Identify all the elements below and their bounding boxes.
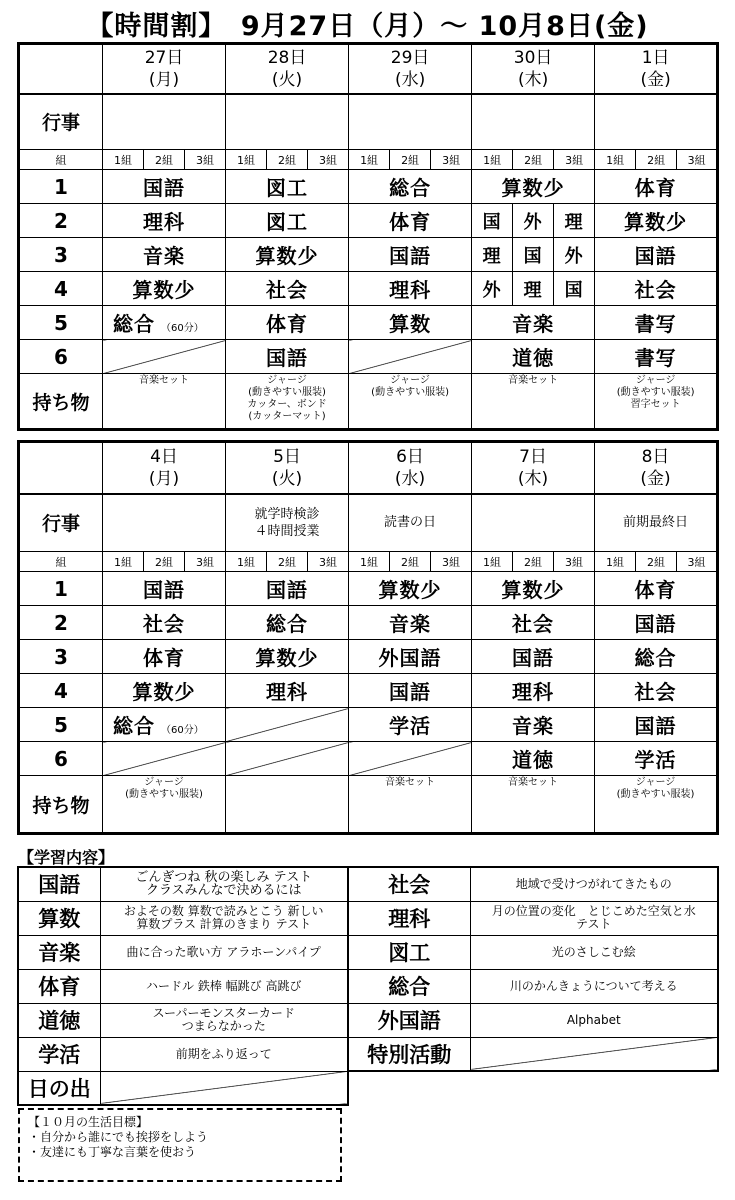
subject-cell: 国 xyxy=(513,238,554,272)
subject-cell: 社会 xyxy=(226,272,349,306)
items-cell: 音楽セット xyxy=(103,374,226,430)
day-header: 30日 (木) xyxy=(472,44,595,94)
subject-cell: 算数 xyxy=(349,306,472,340)
class-header: 1組 xyxy=(595,552,636,572)
subject-cell: 音楽 xyxy=(472,708,595,742)
period-number: 1 xyxy=(19,572,103,606)
class-header: 1組 xyxy=(226,150,267,170)
subject-cell: 理 xyxy=(554,204,595,238)
subject-name: 図工 xyxy=(348,935,470,969)
event-cell xyxy=(472,494,595,552)
row-label-items: 持ち物 xyxy=(19,374,103,430)
subject-cell: 総合 xyxy=(595,640,718,674)
class-header: 3組 xyxy=(308,150,349,170)
subject-cell: 書写 xyxy=(595,340,718,374)
learning-content: 曲に合った歌い方 アラホーンパイプ xyxy=(100,935,348,969)
subject-cell: 総合 xyxy=(226,606,349,640)
subject-cell: 外 xyxy=(513,204,554,238)
learning-left-table xyxy=(17,866,349,1106)
subject-cell: 算数少 xyxy=(226,238,349,272)
event-cell xyxy=(103,494,226,552)
period-number: 3 xyxy=(19,640,103,674)
period-number: 4 xyxy=(19,674,103,708)
event-cell xyxy=(226,94,349,150)
subject-cell: 道徳 xyxy=(472,340,595,374)
no-class-cell xyxy=(349,742,472,776)
corner-cell xyxy=(19,44,103,94)
class-header: 3組 xyxy=(431,150,472,170)
week1-timetable xyxy=(17,42,719,431)
class-header: 3組 xyxy=(677,150,718,170)
subject-cell: 社会 xyxy=(472,606,595,640)
period-number: 5 xyxy=(19,708,103,742)
items-cell: ジャージ (動きやすい服装) xyxy=(103,776,226,834)
subject-cell: 算数少 xyxy=(472,572,595,606)
class-header: 2組 xyxy=(513,150,554,170)
class-header: 3組 xyxy=(554,150,595,170)
learning-content-empty xyxy=(470,1037,718,1071)
day-header: 27日 (月) xyxy=(103,44,226,94)
subject-cell: 道徳 xyxy=(472,742,595,776)
goal-line: ・自分から誰にでも挨拶をしよう xyxy=(28,1130,209,1144)
subject-name: 算数 xyxy=(18,901,100,935)
day-header: 4日 (月) xyxy=(103,442,226,494)
no-class-cell xyxy=(103,340,226,374)
learning-content: Alphabet xyxy=(470,1003,718,1037)
class-header: 2組 xyxy=(513,552,554,572)
subject-cell: 国語 xyxy=(226,340,349,374)
subject-cell: 社会 xyxy=(103,606,226,640)
week2-timetable xyxy=(17,440,719,835)
subject-cell: 学活 xyxy=(595,742,718,776)
class-header: 2組 xyxy=(390,552,431,572)
day-header: 29日 (水) xyxy=(349,44,472,94)
learning-content-empty xyxy=(100,1071,348,1105)
subject-name: 社会 xyxy=(348,867,470,901)
subject-cell: 算数少 xyxy=(103,674,226,708)
day-header: 6日 (水) xyxy=(349,442,472,494)
monthly-goal-box xyxy=(18,1108,342,1182)
class-header: 1組 xyxy=(349,552,390,572)
subject-cell: 国語 xyxy=(226,572,349,606)
subject-name: 学活 xyxy=(18,1037,100,1071)
day-header: 8日 (金) xyxy=(595,442,718,494)
class-header: 2組 xyxy=(390,150,431,170)
class-header: 1組 xyxy=(226,552,267,572)
learning-content: ハードル 鉄棒 幅跳び 高跳び xyxy=(100,969,348,1003)
subject-cell: 算数少 xyxy=(226,640,349,674)
subject-cell: 国 xyxy=(554,272,595,306)
class-header: 2組 xyxy=(144,552,185,572)
page-title: 【時間割】 9月27日（月）～ 10月8日(金) xyxy=(86,11,649,42)
period-number: 2 xyxy=(19,204,103,238)
subject-cell: 書写 xyxy=(595,306,718,340)
subject-cell: 国語 xyxy=(349,674,472,708)
subject-cell: 体育 xyxy=(226,306,349,340)
period-number: 6 xyxy=(19,742,103,776)
goal-line: ・友達にも丁寧な言葉を使おう xyxy=(28,1145,197,1159)
period-number: 6 xyxy=(19,340,103,374)
subject-name: 日の出 xyxy=(18,1071,100,1105)
class-header: 2組 xyxy=(144,150,185,170)
items-cell xyxy=(226,776,349,834)
learning-title: 【学習内容】 xyxy=(18,848,115,867)
goal-title: 【１０月の生活目標】 xyxy=(28,1115,149,1129)
class-header: 1組 xyxy=(103,150,144,170)
class-header: 1組 xyxy=(349,150,390,170)
subject-name: 体育 xyxy=(18,969,100,1003)
period-number: 4 xyxy=(19,272,103,306)
subject-name: 総合 xyxy=(348,969,470,1003)
event-cell: 読書の日 xyxy=(349,494,472,552)
items-cell: 音楽セット xyxy=(472,776,595,834)
period-number: 3 xyxy=(19,238,103,272)
subject-cell: 国語 xyxy=(103,170,226,204)
subject-cell: 体育 xyxy=(103,640,226,674)
subject-cell: 総合 （60分） xyxy=(103,306,226,340)
day-header: 5日 (火) xyxy=(226,442,349,494)
class-header: 1組 xyxy=(595,150,636,170)
subject-cell: 国語 xyxy=(472,640,595,674)
items-cell: ジャージ (動きやすい服装) xyxy=(349,374,472,430)
subject-name: 音楽 xyxy=(18,935,100,969)
class-header: 3組 xyxy=(308,552,349,572)
class-header: 2組 xyxy=(267,552,308,572)
subject-cell: 体育 xyxy=(349,204,472,238)
learning-content: およその数 算数で読みとこう 新しい 算数プラス 計算のきまり テスト xyxy=(100,901,348,935)
day-header: 28日 (火) xyxy=(226,44,349,94)
learning-content: 地域で受けつがれてきたもの xyxy=(470,867,718,901)
class-header: 1組 xyxy=(472,552,513,572)
learning-content: 川のかんきょうについて考える xyxy=(470,969,718,1003)
items-cell: ジャージ (動きやすい服装) カッター、ボンド (カッターマット) xyxy=(226,374,349,430)
no-class-cell xyxy=(103,742,226,776)
no-class-cell xyxy=(226,708,349,742)
subject-cell: 理科 xyxy=(103,204,226,238)
event-cell xyxy=(595,94,718,150)
learning-content: 前期をふり返って xyxy=(100,1037,348,1071)
subject-cell: 総合 （60分） xyxy=(103,708,226,742)
period-number: 5 xyxy=(19,306,103,340)
period-number: 2 xyxy=(19,606,103,640)
corner-cell xyxy=(19,442,103,494)
subject-cell: 図工 xyxy=(226,170,349,204)
event-cell xyxy=(472,94,595,150)
subject-cell: 社会 xyxy=(595,674,718,708)
class-header: 2組 xyxy=(636,552,677,572)
items-cell: ジャージ (動きやすい服装) xyxy=(595,776,718,834)
learning-content: スーパーモンスターカード つまらなかった xyxy=(100,1003,348,1037)
items-cell: 音楽セット xyxy=(472,374,595,430)
subject-name: 国語 xyxy=(18,867,100,901)
subject-cell: 音楽 xyxy=(349,606,472,640)
subject-cell: 音楽 xyxy=(472,306,595,340)
subject-cell: 理科 xyxy=(472,674,595,708)
subject-cell: 総合 xyxy=(349,170,472,204)
subject-cell: 体育 xyxy=(595,170,718,204)
learning-content: ごんぎつね 秋の楽しみ テスト クラスみんなで決めるには xyxy=(100,867,348,901)
class-header: 1組 xyxy=(472,150,513,170)
class-header: 3組 xyxy=(431,552,472,572)
subject-cell: 国語 xyxy=(103,572,226,606)
subject-cell: 国語 xyxy=(595,606,718,640)
subject-cell: 国 xyxy=(472,204,513,238)
subject-cell: 国語 xyxy=(595,708,718,742)
event-cell: 就学時検診 ４時間授業 xyxy=(226,494,349,552)
class-header: 2組 xyxy=(267,150,308,170)
no-class-cell xyxy=(226,742,349,776)
subject-cell: 国語 xyxy=(595,238,718,272)
row-label-items: 持ち物 xyxy=(19,776,103,834)
class-header: 3組 xyxy=(185,150,226,170)
subject-name: 道徳 xyxy=(18,1003,100,1037)
no-class-cell xyxy=(349,340,472,374)
subject-cell: 国語 xyxy=(349,238,472,272)
row-label-class: 組 xyxy=(19,552,103,572)
class-header: 1組 xyxy=(103,552,144,572)
items-cell: 音楽セット xyxy=(349,776,472,834)
subject-cell: 体育 xyxy=(595,572,718,606)
subject-cell: 理科 xyxy=(349,272,472,306)
subject-cell: 社会 xyxy=(595,272,718,306)
learning-content: 月の位置の変化 とじこめた空気と水 テスト xyxy=(470,901,718,935)
subject-name: 理科 xyxy=(348,901,470,935)
subject-cell: 外国語 xyxy=(349,640,472,674)
learning-right-table xyxy=(347,866,719,1072)
subject-cell: 理 xyxy=(472,238,513,272)
subject-cell: 外 xyxy=(554,238,595,272)
class-header: 3組 xyxy=(554,552,595,572)
class-header: 3組 xyxy=(185,552,226,572)
subject-cell: 理科 xyxy=(226,674,349,708)
row-label-class: 組 xyxy=(19,150,103,170)
learning-content: 光のさしこむ絵 xyxy=(470,935,718,969)
event-cell xyxy=(349,94,472,150)
day-header: 1日 (金) xyxy=(595,44,718,94)
subject-cell: 理 xyxy=(513,272,554,306)
row-label-events: 行事 xyxy=(19,94,103,150)
event-cell: 前期最終日 xyxy=(595,494,718,552)
subject-name: 外国語 xyxy=(348,1003,470,1037)
class-header: 3組 xyxy=(677,552,718,572)
day-header: 7日 (木) xyxy=(472,442,595,494)
items-cell: ジャージ (動きやすい服装) 習字セット xyxy=(595,374,718,430)
subject-cell: 算数少 xyxy=(595,204,718,238)
subject-cell: 音楽 xyxy=(103,238,226,272)
subject-cell: 図工 xyxy=(226,204,349,238)
class-header: 2組 xyxy=(636,150,677,170)
subject-cell: 算数少 xyxy=(103,272,226,306)
subject-name: 特別活動 xyxy=(348,1037,470,1071)
row-label-events: 行事 xyxy=(19,494,103,552)
period-number: 1 xyxy=(19,170,103,204)
subject-cell: 学活 xyxy=(349,708,472,742)
subject-cell: 算数少 xyxy=(472,170,595,204)
event-cell xyxy=(103,94,226,150)
subject-cell: 外 xyxy=(472,272,513,306)
subject-cell: 算数少 xyxy=(349,572,472,606)
